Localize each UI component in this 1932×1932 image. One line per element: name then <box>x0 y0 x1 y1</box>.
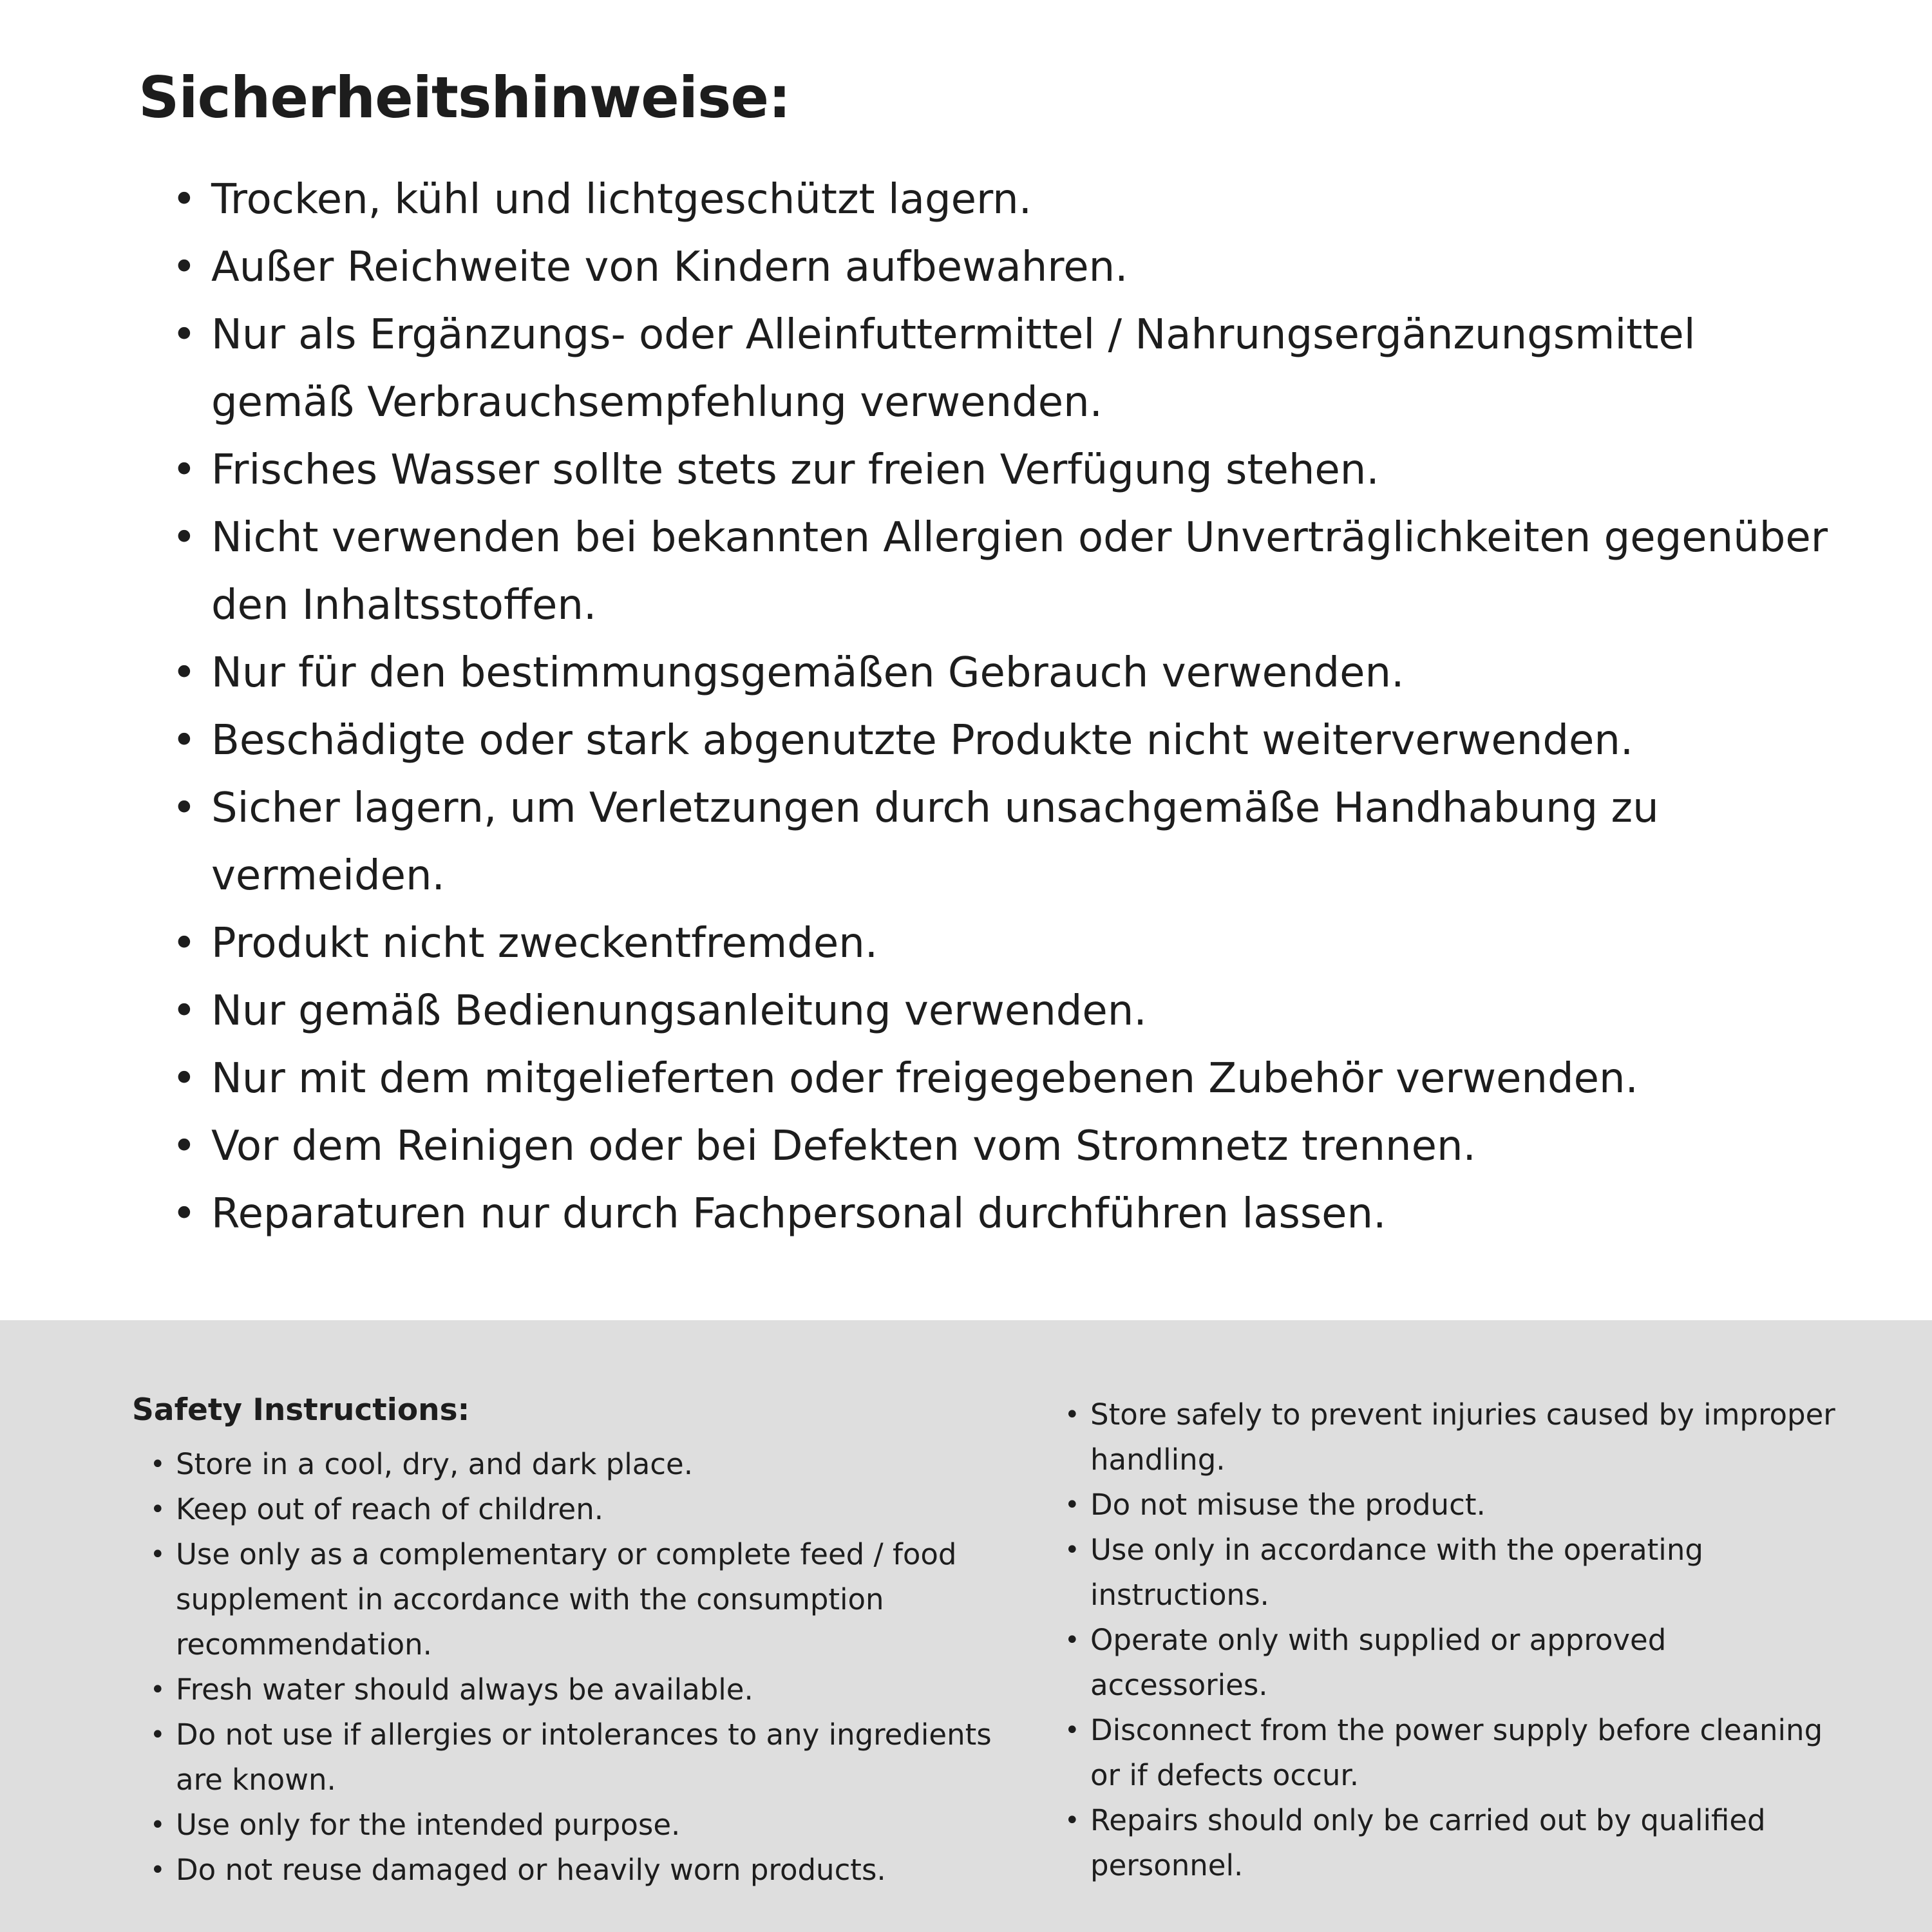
english-list-item: • Repairs should only be carried out by qualified personnel. <box>1046 1798 1835 1888</box>
english-list-item: • Disconnect from the power supply before cleaning or if defects occur. <box>1046 1708 1835 1798</box>
english-right-list <box>1046 1392 1835 1888</box>
english-right-column <box>1046 1392 1835 1932</box>
german-list-item: • Nur als Ergänzungs- oder Alleinfuttermittel / Nahrungsergänzungsmittel gemäß Verbrauchsempfehlung verwenden. <box>138 301 1829 437</box>
german-list-item: • Beschädigte oder stark abgenutzte Produkte nicht weiterverwenden. <box>138 707 1829 775</box>
german-list-item: • Nur gemäß Bedienungsanleitung verwenden. <box>138 978 1829 1045</box>
english-list-item: • Do not misuse the product. <box>1046 1482 1835 1528</box>
german-list-item: • Nicht verwenden bei bekannten Allergien oder Unverträglichkeiten gegenüber den Inhaltsstoffen. <box>138 504 1829 639</box>
english-list-item: • Use only for the intended purpose. <box>132 1803 995 1848</box>
english-left-list <box>132 1442 995 1893</box>
german-list-item: • Nur für den bestimmungsgemäßen Gebrauch verwenden. <box>138 639 1829 707</box>
english-section <box>0 1320 1932 1932</box>
german-list <box>138 166 1829 1248</box>
german-list-item: • Produkt nicht zweckentfremden. <box>138 910 1829 978</box>
english-list-item: • Use only in accordance with the operating instructions. <box>1046 1528 1835 1618</box>
german-list-item: • Reparaturen nur durch Fachpersonal durchführen lassen. <box>138 1180 1829 1248</box>
english-list-item: • Operate only with supplied or approved accessories. <box>1046 1618 1835 1708</box>
german-list-item: • Frisches Wasser sollte stets zur freien Verfügung stehen. <box>138 437 1829 504</box>
german-list-item: • Nur mit dem mitgelieferten oder freigegebenen Zubehör verwenden. <box>138 1045 1829 1113</box>
german-list-item: • Außer Reichweite von Kindern aufbewahren. <box>138 234 1829 301</box>
german-list-item: • Vor dem Reinigen oder bei Defekten vom Stromnetz trennen. <box>138 1113 1829 1180</box>
english-list-item: • Do not use if allergies or intolerances to any ingredients are known. <box>132 1712 995 1803</box>
english-list-item: • Store in a cool, dry, and dark place. <box>132 1442 995 1487</box>
english-list-item: • Use only as a complementary or complete feed / food supplement in accordance with the consumption recommendation. <box>132 1532 995 1667</box>
english-list-item: • Fresh water should always be available. <box>132 1667 995 1712</box>
german-list-item: • Trocken, kühl und lichtgeschützt lagern. <box>138 166 1829 234</box>
english-title: Safety Instructions: <box>132 1392 470 1428</box>
english-left-column <box>132 1392 995 1932</box>
english-list-item: • Keep out of reach of children. <box>132 1487 995 1532</box>
german-title: Sicherheitshinweise: <box>138 64 791 131</box>
english-list-item: • Do not reuse damaged or heavily worn products. <box>132 1848 995 1893</box>
english-list-item: • Store safely to prevent injuries caused by improper handling. <box>1046 1392 1835 1482</box>
german-list-item: • Sicher lagern, um Verletzungen durch unsachgemäße Handhabung zu vermeiden. <box>138 775 1829 910</box>
